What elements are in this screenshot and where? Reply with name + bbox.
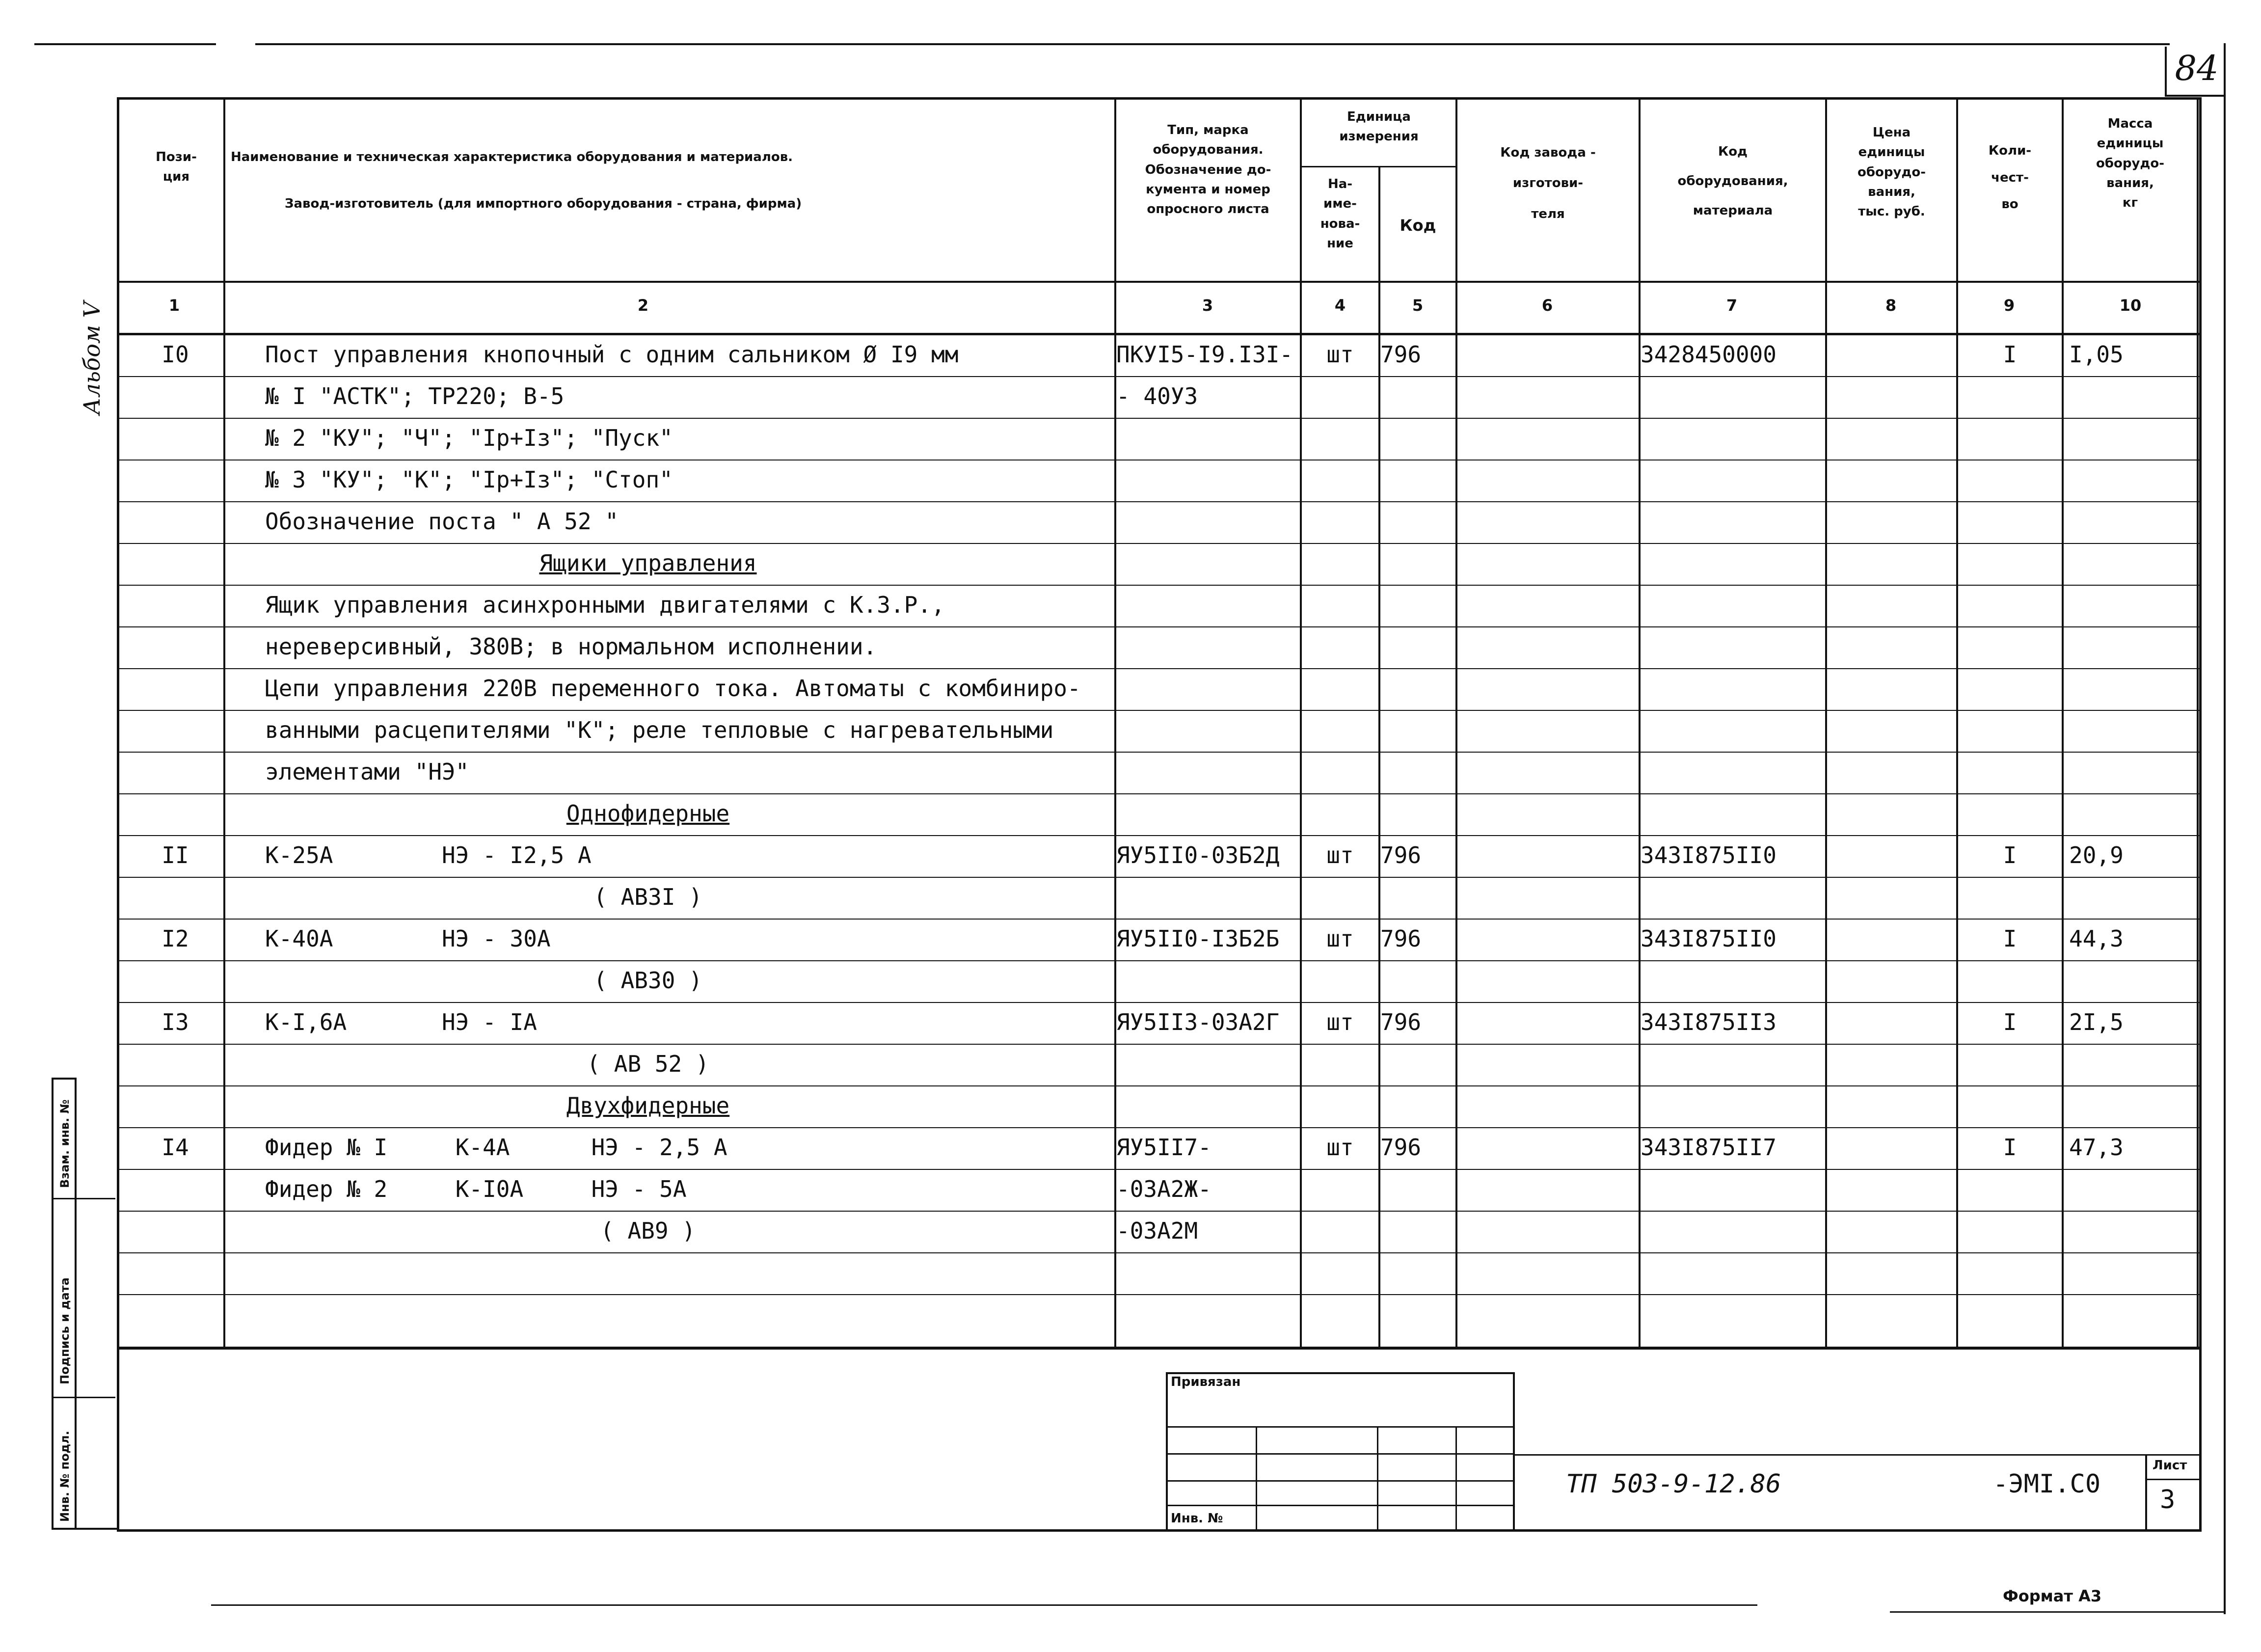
- handwritten-sheet-number: 84: [2175, 48, 2219, 88]
- header-unit-code: Код: [1400, 216, 1436, 235]
- side-stamp-tick: [76, 1198, 115, 1199]
- stamp-row-1: [1166, 1426, 1514, 1428]
- cell-type: -03А2Ж-: [1116, 1176, 1211, 1202]
- col-line-5: [1455, 97, 1457, 1349]
- cell-code: 343I875II3: [1641, 1009, 1776, 1035]
- stamp-sheet-label: Лист: [2153, 1458, 2187, 1473]
- side-stamp-bottom: [52, 1528, 118, 1530]
- col-line-1: [223, 97, 225, 1349]
- cell-mass: 20,9: [2069, 842, 2124, 868]
- cell-name: Однофидерные: [566, 800, 730, 827]
- cell-qty: I: [2003, 842, 2017, 868]
- header-position: Пози- ция: [156, 150, 197, 185]
- stamp-box-top: [1166, 1372, 1514, 1374]
- col-line-8: [1956, 97, 1958, 1349]
- cell-type: -03А2М: [1116, 1218, 1198, 1244]
- cell-unit: шт: [1326, 842, 1354, 868]
- cell-code: 343I875II7: [1641, 1134, 1776, 1161]
- cell-pos: I3: [162, 1009, 189, 1035]
- cell-name: К-I,6А НЭ - IА: [265, 1009, 537, 1035]
- row-divider: [117, 418, 2201, 419]
- cell-code: 343I875II0: [1641, 842, 1776, 868]
- table-left-border: [117, 97, 119, 1532]
- cell-unit-code: 796: [1380, 1134, 1422, 1161]
- cell-name: нереверсивный, 380В; в нормальном исполнении.: [265, 633, 877, 660]
- cell-type: - 40У3: [1116, 383, 1198, 409]
- side-stamp-inv-orig: Инв. № подл.: [58, 1431, 72, 1522]
- stamp-inv-no: Инв. №: [1171, 1511, 1223, 1526]
- table-right-border: [2199, 97, 2202, 1532]
- cell-unit-code: 796: [1380, 842, 1422, 868]
- stamp-row-3: [1166, 1480, 1514, 1482]
- trim-line-bottom-right: [1890, 1611, 2224, 1613]
- header-bottom-line: [117, 281, 2201, 283]
- cell-pos: I0: [162, 341, 189, 368]
- side-signature: Альбом V: [79, 301, 105, 415]
- header-factory-code: Код завода - изготови- теля: [1500, 145, 1596, 221]
- trim-line-top-right: [255, 43, 2170, 45]
- cell-name: Пост управления кнопочный с одним сальником Ø I9 мм: [265, 341, 959, 368]
- cell-name: ( АВ30 ): [593, 967, 702, 994]
- colnum-5: 5: [1412, 296, 1424, 315]
- row-divider: [117, 877, 2201, 878]
- stamp-document-suffix: -ЭМI.С0: [1993, 1469, 2101, 1499]
- header-unit-group: Единица измерения: [1339, 109, 1419, 144]
- cell-name: ( АВ 52 ): [587, 1051, 709, 1077]
- header-name-line2: Завод-изготовитель (для импортного оборудования - страна, фирма): [285, 196, 802, 211]
- unit-group-divider: [1300, 166, 1457, 167]
- cell-code: 343I875II0: [1641, 925, 1776, 952]
- cell-qty: I: [2003, 1134, 2017, 1161]
- row-divider: [117, 835, 2201, 836]
- row-divider: [117, 1294, 2201, 1295]
- header-equipment-code: Код оборудования, материала: [1677, 144, 1788, 218]
- row-divider: [117, 1169, 2201, 1170]
- frame-right-edge: [2224, 43, 2226, 1614]
- row-divider: [117, 1127, 2201, 1128]
- row-divider: [117, 626, 2201, 627]
- cell-name: № I "АСТК"; ТР220; В-5: [265, 383, 565, 409]
- side-stamp-top: [52, 1078, 76, 1080]
- side-stamp-sign-date: Подпись и дата: [58, 1277, 72, 1384]
- side-stamp-div-1: [52, 1198, 76, 1199]
- cell-pos: I4: [162, 1134, 189, 1161]
- colnum-7: 7: [1726, 296, 1738, 315]
- row-divider: [117, 376, 2201, 377]
- cell-pos: II: [162, 842, 189, 868]
- row-divider: [117, 1252, 2201, 1253]
- cell-mass: 44,3: [2069, 925, 2124, 952]
- cell-name: элементами "НЭ": [265, 758, 469, 785]
- stamp-col-3: [1455, 1426, 1457, 1530]
- cell-code: 3428450000: [1641, 341, 1776, 368]
- cell-name: Фидер № I К-4А НЭ - 2,5 А: [265, 1134, 727, 1161]
- cell-name: Обозначение поста " А 52 ": [265, 508, 619, 535]
- row-divider: [117, 501, 2201, 502]
- stamp-box-left: [1166, 1372, 1168, 1530]
- stamp-main-divider: [1513, 1454, 2200, 1456]
- cell-type: ЯУ5II0-03Б2Д: [1116, 842, 1280, 868]
- colnum-4: 4: [1334, 296, 1346, 315]
- stamp-document-code: ТП 503-9-12.86: [1566, 1469, 1781, 1499]
- col-line-2: [1114, 97, 1116, 1349]
- cell-unit: шт: [1326, 1134, 1354, 1161]
- row-divider: [117, 1085, 2201, 1086]
- row-divider: [117, 1211, 2201, 1212]
- cell-name: № 3 "КУ"; "К"; "Iр+Iз"; "Стоп": [265, 466, 673, 493]
- cell-name: № 2 "КУ"; "Ч"; "Iр+Iз"; "Пуск": [265, 425, 673, 451]
- cell-unit: шт: [1326, 341, 1354, 368]
- header-quantity: Коли- чест- во: [1988, 143, 2032, 212]
- colnum-6: 6: [1541, 296, 1553, 315]
- row-divider: [117, 1347, 2201, 1348]
- side-stamp-div-2: [52, 1397, 115, 1398]
- stamp-box-right: [1513, 1372, 1515, 1530]
- stamp-row-2: [1166, 1453, 1514, 1455]
- colnum-9: 9: [2003, 296, 2015, 315]
- row-divider: [117, 585, 2201, 586]
- stamp-row-4: [1166, 1505, 1514, 1506]
- table-top-border: [117, 97, 2201, 100]
- colnum-2: 2: [637, 296, 649, 315]
- row-divider: [117, 543, 2201, 544]
- sheet-box-div: [2145, 1479, 2199, 1480]
- cell-name: Фидер № 2 К-I0А НЭ - 5А: [265, 1176, 687, 1202]
- cell-qty: I: [2003, 925, 2017, 952]
- row-divider: [117, 668, 2201, 669]
- cell-name: ванными расцепителями "К"; реле тепловые с нагревательными: [265, 717, 1054, 743]
- cell-name: Цепи управления 220В переменного тока. Автоматы с комбиниро-: [265, 675, 1081, 702]
- trim-line-bottom: [211, 1604, 1757, 1606]
- cell-type: ЯУ5II3-03А2Г: [1116, 1009, 1280, 1035]
- cell-type: ПКУI5-I9.I3I-: [1116, 341, 1293, 368]
- header-mass: Масса единицы оборудо- вания, кг: [2096, 116, 2165, 211]
- format-label: Формат А3: [2003, 1587, 2102, 1605]
- row-divider: [117, 919, 2201, 920]
- cell-name: К-40А НЭ - 30А: [265, 925, 551, 952]
- colnum-10: 10: [2119, 296, 2142, 315]
- header-unit-name: На- име- нова- ние: [1320, 177, 1360, 251]
- cell-unit-code: 796: [1380, 341, 1422, 368]
- side-stamp-replaced: Взам. инв. №: [58, 1099, 72, 1188]
- stamp-col-2: [1377, 1426, 1378, 1530]
- cell-unit-code: 796: [1380, 925, 1422, 952]
- cell-mass: I,05: [2069, 341, 2124, 368]
- row-divider: [117, 1002, 2201, 1003]
- cell-unit: шт: [1326, 1009, 1354, 1035]
- stamp-privyazan: Привязан: [1171, 1375, 1241, 1389]
- header-name-line1: Наименование и техническая характеристика оборудования и материалов.: [231, 150, 793, 164]
- header-type: Тип, марка оборудования. Обозначение до- кумента и номер опросного листа: [1145, 123, 1271, 217]
- cell-name: ( АВ3I ): [593, 884, 702, 910]
- colnum-bottom-line: [117, 333, 2201, 335]
- cell-mass: 2I,5: [2069, 1009, 2124, 1035]
- col-line-10: [2197, 97, 2199, 1349]
- sheet-number-box-bottom: [2165, 95, 2224, 97]
- col-line-6: [1639, 97, 1641, 1349]
- colnum-3: 3: [1202, 296, 1213, 315]
- cell-pos: I2: [162, 925, 189, 952]
- cell-type: ЯУ5II7-: [1116, 1134, 1211, 1161]
- cell-qty: I: [2003, 1009, 2017, 1035]
- cell-name: К-25А НЭ - I2,5 А: [265, 842, 592, 868]
- row-divider: [117, 793, 2201, 794]
- side-stamp-inner: [75, 1078, 77, 1529]
- body-bottom-line: [117, 1348, 2201, 1350]
- sheet-number-box-left: [2165, 47, 2167, 96]
- row-divider: [117, 1044, 2201, 1045]
- sheet-box-left: [2145, 1454, 2147, 1530]
- col-line-3: [1300, 97, 1302, 1349]
- col-line-7: [1825, 97, 1827, 1349]
- cell-mass: 47,3: [2069, 1134, 2124, 1161]
- cell-unit-code: 796: [1380, 1009, 1422, 1035]
- cell-unit: шт: [1326, 925, 1354, 952]
- side-stamp-left: [52, 1078, 54, 1529]
- colnum-8: 8: [1885, 296, 1897, 315]
- header-price: Цена единицы оборудо- вания, тыс. руб.: [1857, 125, 1926, 219]
- row-divider: [117, 960, 2201, 961]
- trim-line-top-left: [34, 43, 216, 45]
- cell-type: ЯУ5II0-I3Б2Б: [1116, 925, 1280, 952]
- cell-name: Двухфидерные: [566, 1092, 730, 1119]
- stamp-sheet-value: 3: [2160, 1485, 2176, 1515]
- row-divider: [117, 710, 2201, 711]
- colnum-1: 1: [168, 296, 180, 315]
- cell-name: ( АВ9 ): [600, 1218, 696, 1244]
- row-divider: [117, 752, 2201, 753]
- col-line-9: [2062, 97, 2064, 1349]
- cell-qty: I: [2003, 341, 2017, 368]
- table-bottom-border: [117, 1529, 2201, 1532]
- stamp-col-1: [1256, 1426, 1257, 1530]
- cell-name: Ящики управления: [539, 550, 757, 576]
- cell-name: Ящик управления асинхронными двигателями с К.З.Р.,: [265, 592, 945, 618]
